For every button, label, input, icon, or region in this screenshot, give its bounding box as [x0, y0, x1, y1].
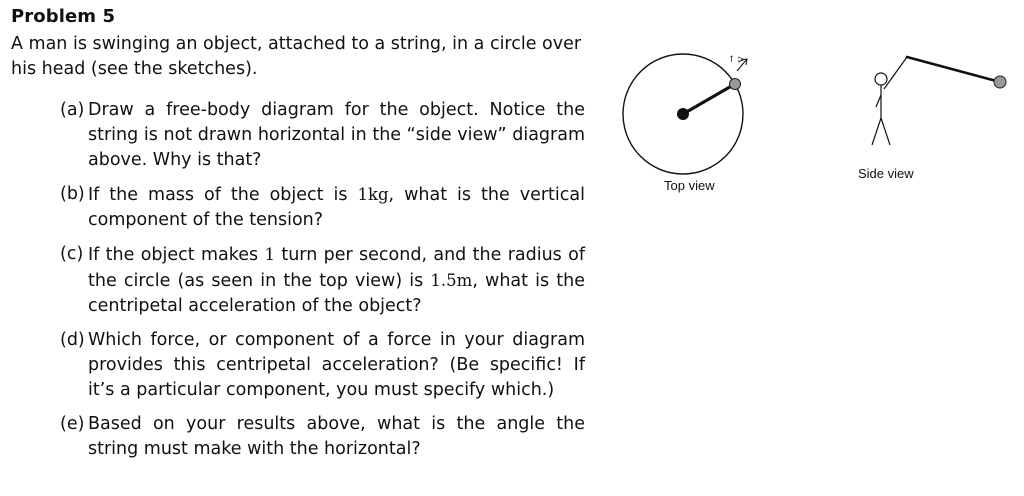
- question-text-part: If the mass of the object is: [88, 185, 358, 205]
- question-text-part: , what is the vertical component of the tension?: [88, 185, 585, 230]
- question-d: [60, 328, 585, 403]
- question-text: Which force, or component of a force in your diagram provides this centripetal acceleration? (Be specific! If it’s a particular component, you must specify which.): [88, 330, 585, 400]
- center-point: [677, 108, 689, 120]
- radius-value: 1.5m: [430, 271, 473, 290]
- mass-value: 1kg: [357, 185, 389, 204]
- problem-intro: A man is swinging an object, attached to a string, in a circle over his head (see the sketches).: [11, 34, 582, 79]
- person-left-leg: [872, 118, 881, 145]
- question-text-part: turn per second, and the radius of the circle (as seen in the top view) is: [88, 245, 585, 291]
- question-c: [60, 242, 585, 319]
- question-text: [88, 242, 585, 319]
- side-view-caption: Side view: [858, 166, 914, 181]
- top-view-caption: Top view: [664, 178, 715, 193]
- problem-title: Problem 5: [11, 6, 116, 27]
- top-view-diagram: [610, 48, 790, 178]
- question-label: (a): [60, 100, 85, 120]
- top-view-figure: [610, 48, 790, 178]
- question-label: (c): [60, 244, 84, 264]
- question-list: [60, 98, 585, 471]
- swinging-object: [994, 76, 1006, 88]
- swinging-object: [730, 79, 741, 90]
- question-e: [60, 412, 585, 462]
- side-view-diagram: [850, 45, 1020, 170]
- question-label: (d): [60, 330, 85, 350]
- string-line: [683, 84, 735, 114]
- person-head: [875, 73, 887, 85]
- string-line: [907, 57, 1000, 82]
- velocity-vector-arrow: →: [727, 55, 738, 63]
- question-text-part: If the object makes: [88, 245, 265, 265]
- question-a: [60, 98, 585, 173]
- turn-count-value: 1: [264, 245, 276, 264]
- question-text: [88, 182, 585, 233]
- person-other-arm: [876, 95, 881, 107]
- velocity-label: [727, 55, 748, 63]
- question-text: Based on your results above, what is the angle the string must make with the horizontal?: [88, 414, 585, 459]
- side-view-figure: [850, 45, 1020, 170]
- question-text: Draw a free-body diagram for the object. Notice the string is not drawn horizontal in the “side view” diagram above. Why is that?: [88, 100, 585, 170]
- question-label: (b): [60, 184, 85, 204]
- person-raised-arm: [884, 57, 907, 89]
- person-right-leg: [881, 118, 890, 145]
- velocity-symbol: v: [734, 56, 748, 63]
- question-b: [60, 182, 585, 233]
- question-text-part: , what is the centripetal acceleration of the object?: [88, 271, 585, 316]
- question-label: (e): [60, 414, 85, 434]
